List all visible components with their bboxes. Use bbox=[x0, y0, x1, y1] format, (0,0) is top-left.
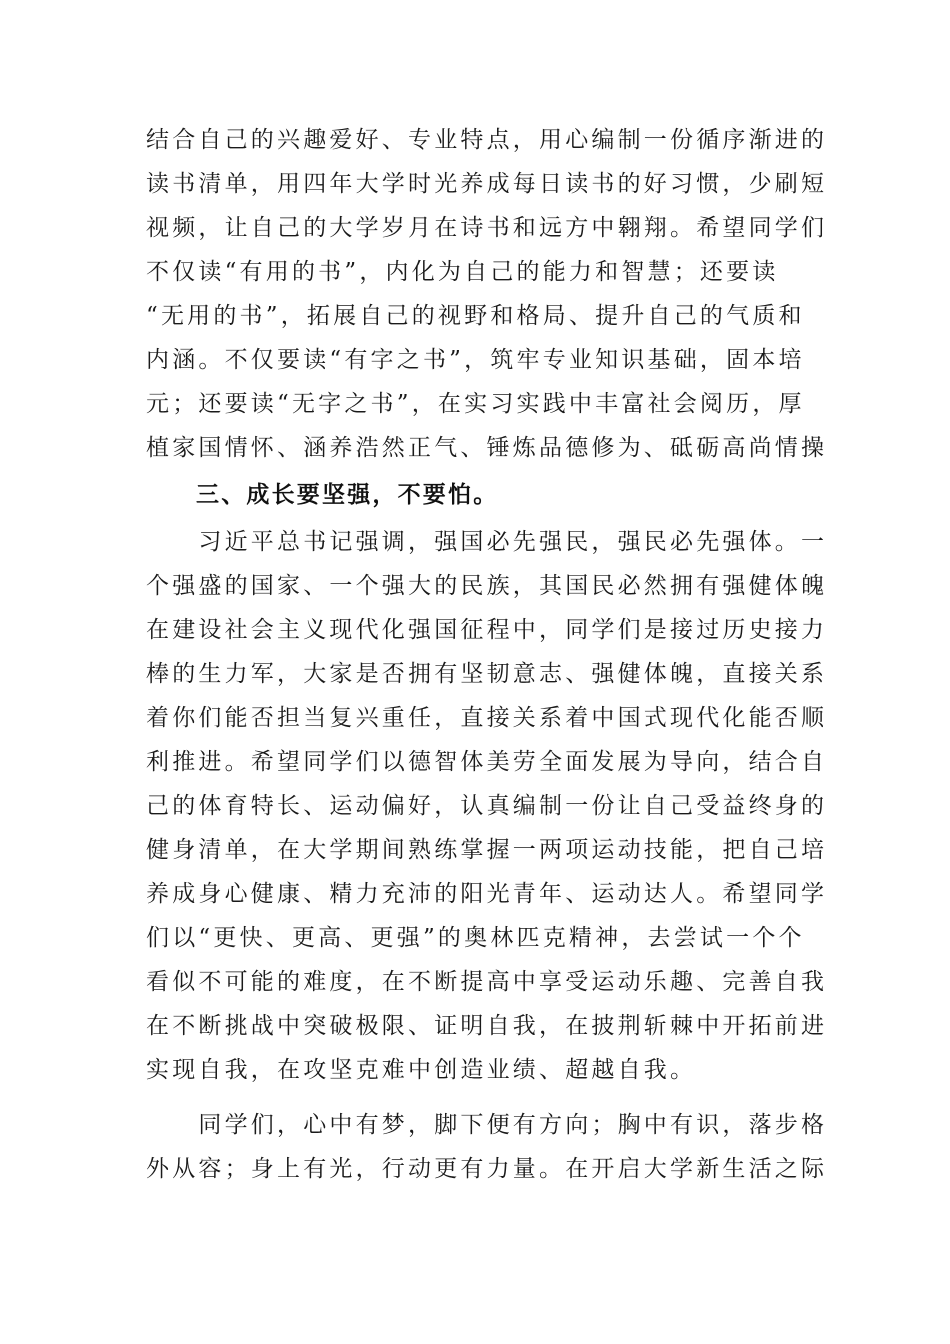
text-line: 养成身心健康、精力充沛的阳光青年、运动达人。希望同学 bbox=[146, 881, 828, 907]
text-line: 个强盛的国家、一个强大的民族，其国民必然拥有强健体魄 bbox=[146, 573, 828, 599]
text-line: 利推进。希望同学们以德智体美劳全面发展为导向，结合自 bbox=[146, 749, 828, 775]
text-line: 内涵。不仅要读“有字之书”，筑牢专业知识基础，固本培 bbox=[146, 347, 805, 373]
text-line: 外从容；身上有光，行动更有力量。在开启大学新生活之际 bbox=[146, 1156, 828, 1182]
text-line: 元；还要读“无字之书”，在实习实践中丰富社会阅历，厚 bbox=[146, 391, 805, 417]
text-line: “无用的书”，拓展自己的视野和格局、提升自己的气质和 bbox=[146, 303, 805, 329]
text-line: 在建设社会主义现代化强国征程中，同学们是接过历史接力 bbox=[146, 617, 828, 643]
text-line: 植家国情怀、涵养浩然正气、锤炼品德修为、砥砺高尚情操 bbox=[146, 435, 828, 461]
text-line: 同学们，心中有梦，脚下便有方向；胸中有识，落步格 bbox=[146, 1112, 828, 1138]
text-line: 不仅读“有用的书”，内化为自己的能力和智慧；还要读 bbox=[146, 259, 779, 285]
text-line: 看似不可能的难度，在不断提高中享受运动乐趣、完善自我 bbox=[146, 969, 828, 995]
text-line: 习近平总书记强调，强国必先强民，强民必先强体。一 bbox=[146, 529, 828, 555]
text-line: 读书清单，用四年大学时光养成每日读书的好习惯，少刷短 bbox=[146, 171, 828, 197]
text-line: 结合自己的兴趣爱好、专业特点，用心编制一份循序渐进的 bbox=[146, 127, 828, 153]
section-heading: 三、成长要坚强，不要怕。 bbox=[196, 482, 499, 508]
text-line: 棒的生力军，大家是否拥有坚韧意志、强健体魄，直接关系 bbox=[146, 661, 828, 687]
text-line: 们以“更快、更高、更强”的奥林匹克精神，去尝试一个个 bbox=[146, 925, 805, 951]
text-line: 健身清单，在大学期间熟练掌握一两项运动技能，把自己培 bbox=[146, 837, 828, 863]
text-line: 实现自我，在攻坚克难中创造业绩、超越自我。 bbox=[146, 1057, 697, 1083]
text-line: 在不断挑战中突破极限、证明自我，在披荆斩棘中开拓前进 bbox=[146, 1013, 828, 1039]
text-line: 视频，让自己的大学岁月在诗书和远方中翱翔。希望同学们 bbox=[146, 215, 828, 241]
text-line: 着你们能否担当复兴重任，直接关系着中国式现代化能否顺 bbox=[146, 705, 828, 731]
text-line: 己的体育特长、运动偏好，认真编制一份让自己受益终身的 bbox=[146, 793, 828, 819]
